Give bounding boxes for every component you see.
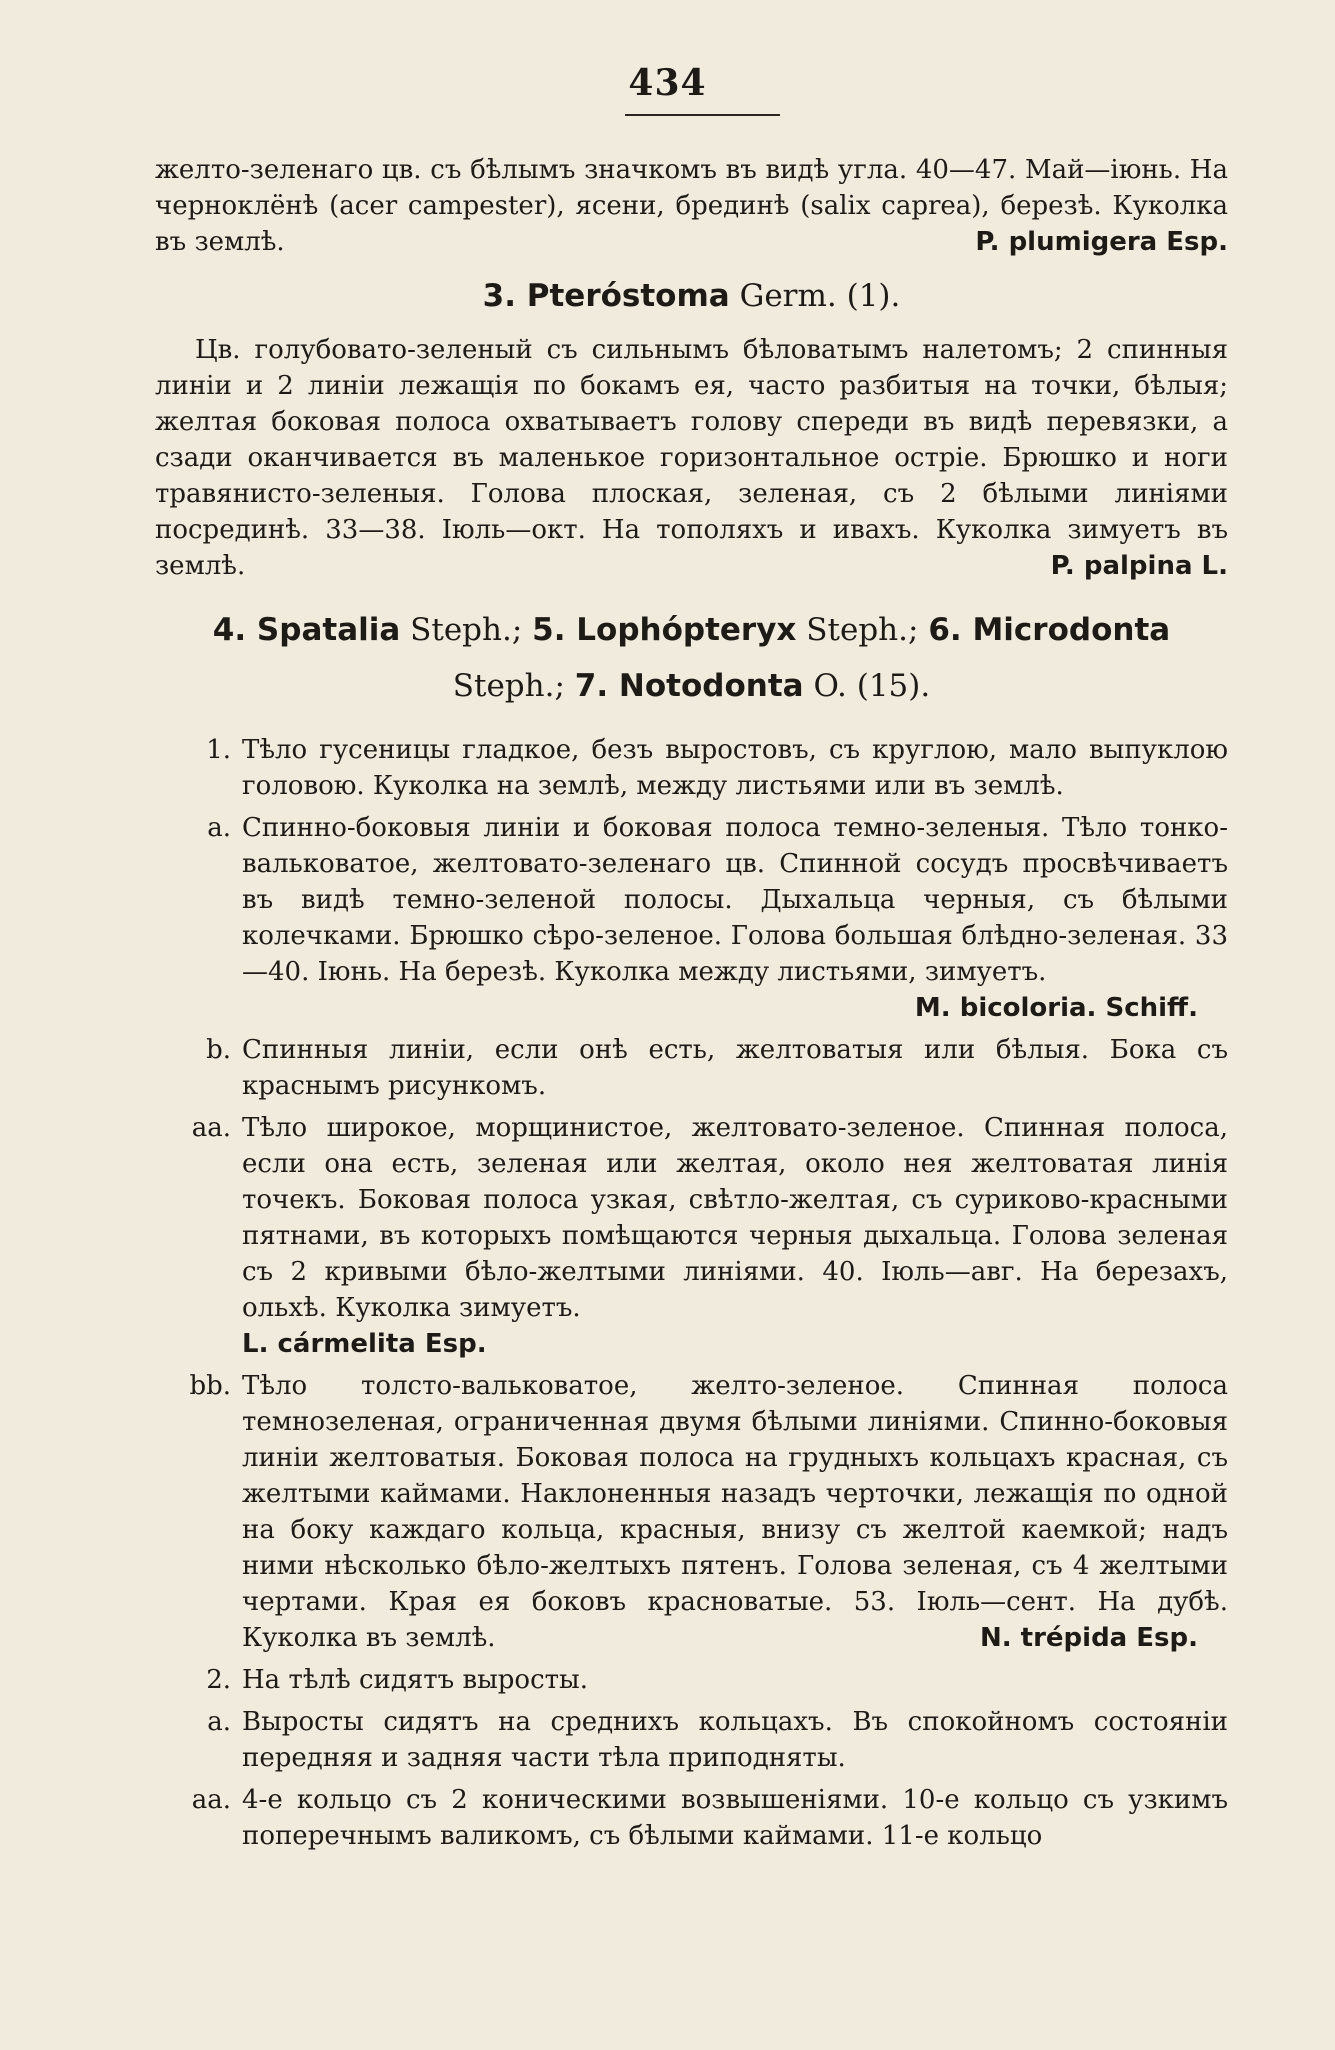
page-number-rule <box>625 114 780 116</box>
species-name: P. plumigera Esp. <box>975 227 1228 257</box>
key-item <box>155 1662 1228 1698</box>
genus-name: 5. Lophόpteryx <box>532 612 797 648</box>
key-marker: aa. <box>191 1113 231 1143</box>
key-item <box>155 1032 1228 1104</box>
key-marker: bb. <box>189 1371 231 1401</box>
key-text: Тѣло толсто-вальковатое, желто-зеленое. Спинная полоса темнозеленая, ограниченная двумя бѣлыми линіями. Спинно-боковыя линіи желтоватыя. Боковая полоса на грудныхъ кольцахъ красная, съ желтыми каймами. Наклоненныя назадъ черточки, лежащія по одной на боку каждаго кольца, красныя, внизу съ желтой каемкой; надъ ними нѣсколько бѣло-желтыхъ пятенъ. Голова зеленая, съ 4 желтыми чертами. Края ея боковъ красноватые. 53. Іюль—сент. На дубѣ. Куколка въ землѣ. <box>242 1371 1228 1653</box>
key-text: Тѣло широкое, морщинистое, желтовато-зеленое. Спинная полоса, если она есть, зеленая или желтая, около нея желтоватая линія точекъ. Боковая полоса узкая, свѣтло-желтая, съ суриково-красными пятнами, въ которыхъ помѣщаются черныя дыхальца. Голова зеленая съ 2 кривыми бѣло-желтыми линіями. 40. Іюль—авг. На березахъ, ольхѣ. Куколка зимуетъ. <box>242 1113 1228 1323</box>
genus-heading-pterostoma <box>155 274 1228 318</box>
key-list <box>155 732 1228 1854</box>
key-marker: aa. <box>191 1785 231 1815</box>
key-item <box>155 1704 1228 1776</box>
key-marker: b. <box>206 1035 231 1065</box>
species-name: N. trépida Esp. <box>979 1623 1198 1653</box>
key-text: Спинно-боковыя линіи и боковая полоса темно-зеленыя. Тѣло тонко-вальковатое, желтовато-зеленаго цв. Спинной сосудъ просвѣчиваетъ въ видѣ темно-зеленой полосы. Дыхальца черныя, съ бѣлыми колечками. Брюшко сѣро-зеленое. Голова большая блѣдно-зеленая. 33—40. Іюнь. На березѣ. Куколка между листьями, зимуетъ. <box>242 813 1228 987</box>
genus-author: Germ. (1). <box>739 278 901 314</box>
species-name: M. bicoloria. Schiff. <box>914 993 1198 1023</box>
genus-author: Steph.; <box>410 612 523 648</box>
genus-name: 6. Microdonta <box>928 612 1171 648</box>
genus-name: 4. Spatalia <box>212 612 401 648</box>
genus-author: Steph.; <box>806 612 919 648</box>
key-text: 4-е кольцо съ 2 коническими возвышеніями. 10-е кольцо съ узкимъ поперечнымъ валикомъ, съ бѣлыми каймами. 11-е кольцо <box>242 1785 1228 1851</box>
page-text <box>155 152 1228 1860</box>
key-text: На тѣлѣ сидятъ выросты. <box>242 1665 588 1695</box>
key-item <box>155 810 1228 1026</box>
genus-author: O. (15). <box>813 668 931 704</box>
genus-name: 7. Notodonta <box>574 668 804 704</box>
key-item <box>155 1368 1228 1656</box>
key-text: Спинныя линіи, если онѣ есть, желтоватыя или бѣлыя. Бока съ краснымъ рисункомъ. <box>242 1035 1228 1101</box>
genus-author: Steph.; <box>452 668 565 704</box>
species-name: P. palpina L. <box>1050 551 1228 581</box>
key-marker: a. <box>207 1707 231 1737</box>
genus-heading-group <box>155 602 1228 714</box>
key-text: Тѣло гусеницы гладкое, безъ выростовъ, съ круглою, мало выпуклою головою. Куколка на землѣ, между листьями или въ землѣ. <box>242 735 1228 801</box>
page-number: 434 <box>628 62 707 104</box>
key-item <box>155 1110 1228 1362</box>
intro-paragraph <box>155 152 1228 260</box>
pterostoma-paragraph <box>155 332 1228 584</box>
genus-name: 3. Pterόstoma <box>482 278 730 314</box>
paragraph-text: Цв. голубовато-зеленый съ сильнымъ бѣловатымъ налетомъ; 2 спинныя линіи и 2 линіи лежащія по бокамъ ея, часто разбитыя на точки, бѣлыя; желтая боковая полоса охватываетъ голову спереди въ видѣ перевязки, а сзади оканчивается въ маленькое горизонтальное остріе. Брюшко и ноги травянисто-зеленыя. Голова плоская, зеленая, съ 2 бѣлыми линіями посрединѣ. 33—38. Іюль—окт. На тополяхъ и ивахъ. Куколка зимуетъ въ землѣ. <box>155 335 1228 581</box>
intro-text: желто-зеленаго цв. съ бѣлымъ значкомъ въ видѣ угла. 40—47. Май—іюнь. На черноклёнѣ (acer campester), ясени, брединѣ (salix caprea), березѣ. Куколка въ землѣ. <box>155 155 1228 257</box>
key-marker: 2. <box>206 1665 231 1695</box>
key-item <box>155 732 1228 804</box>
key-marker: 1. <box>206 735 231 765</box>
key-text: Выросты сидятъ на среднихъ кольцахъ. Въ спокойномъ состояніи передняя и задняя части тѣла приподняты. <box>242 1707 1228 1773</box>
key-item <box>155 1782 1228 1854</box>
species-name: L. cármelita Esp. <box>242 1329 487 1359</box>
key-marker: a. <box>207 813 231 843</box>
